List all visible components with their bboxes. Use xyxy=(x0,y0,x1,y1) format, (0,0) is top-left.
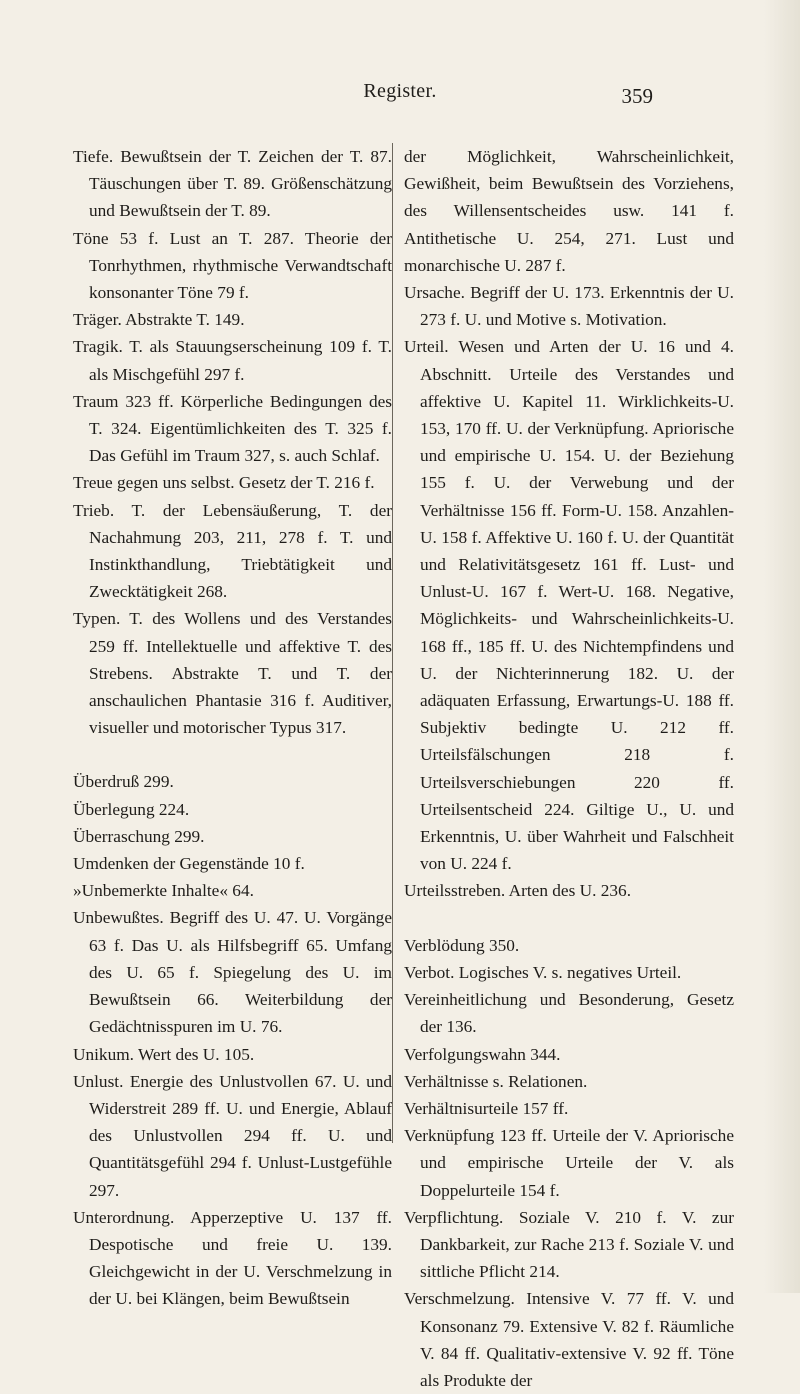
index-entry: Verschmelzung. Intensive V. 77 ff. V. und Konsonanz 79. Extensive V. 82 f. Räumliche V. 84 ff. Qualitativ-extensive V. 92 ff. Töne als Produkte der xyxy=(404,1289,734,1390)
index-entry: Verpflichtung. Soziale V. 210 f. V. zur Dankbarkeit, zur Rache 213 f. Soziale V. und sittliche Pflicht 214. xyxy=(404,1207,734,1282)
index-entry: Träger. Abstrakte T. 149. xyxy=(73,310,245,330)
index-entry: Verhältnisurteile 157 ff. xyxy=(404,1098,569,1118)
index-entry: Vereinheitlichung und Besonderung, Gesetz der 136. xyxy=(404,990,734,1037)
index-entry: Überlegung 224. xyxy=(73,799,190,819)
index-entry: Tragik. T. als Stauungserscheinung 109 f. T. als Mischgefühl 297 f. xyxy=(73,337,392,384)
running-title: Register. xyxy=(363,80,437,102)
index-entry: Unikum. Wert des U. 105. xyxy=(73,1044,255,1064)
index-entry: Umdenken der Gegenstände 10 f. xyxy=(73,854,305,874)
index-entry: Überraschung 299. xyxy=(73,826,205,846)
left-column xyxy=(73,143,392,1313)
index-entry: Typen. T. des Wollens und des Verstandes 259 ff. Intellektuelle und affektive T. des Strebens. Abstrakte T. und T. der anschaulichen Phantasie 316 f. Auditiver, visueller und motorischer Typus 317. xyxy=(73,609,392,738)
index-entry: Trieb. T. der Lebensäußerung, T. der Nachahmung 203, 211, 278 f. T. und Instinkthandlung, Triebtätigkeit und Zwecktätigkeit 268. xyxy=(73,500,392,602)
page-header xyxy=(0,80,800,116)
index-entry: Überdruß 299. xyxy=(73,772,174,792)
index-entry: Unlust. Energie des Unlustvollen 67. U. und Widerstreit 289 ff. U. und Energie, Ablauf des Unlustvollen 294 ff. U. und Quantitätsgefühl 294 f. Unlust-Lustgefühle 297. xyxy=(73,1071,392,1200)
page-edge-shadow xyxy=(764,0,800,1293)
index-entry: Verfolgungswahn 344. xyxy=(404,1044,561,1064)
section-gap xyxy=(73,741,392,768)
index-entry: Töne 53 f. Lust an T. 287. Theorie der Tonrhythmen, rhythmische Verwandtschaft konsonanter Töne 79 f. xyxy=(73,228,392,303)
index-entry-continued: der Möglichkeit, Wahrscheinlichkeit, Gewißheit, beim Bewußtsein des Vorziehens, des Willensentscheides usw. 141 f. Antithetische U. 254, 271. Lust und monarchische U. 287 f. xyxy=(404,147,734,275)
index-entry: Verblödung 350. xyxy=(404,935,520,955)
index-entry: Tiefe. Bewußtsein der T. Zeichen der T. 87. Täuschungen über T. 89. Größenschätzung und Bewußtsein der T. 89. xyxy=(73,147,392,221)
index-entry: Unbewußtes. Begriff des U. 47. U. Vorgänge 63 f. Das U. als Hilfsbegriff 65. Umfang des U. 65 f. Spiegelung des U. im Bewußtsein 66. Weiterbildung der Gedächtnisspuren im U. 76. xyxy=(73,908,392,1037)
index-entry: Verhältnisse s. Relationen. xyxy=(404,1071,588,1091)
column-divider xyxy=(392,143,393,1143)
index-entry: Verbot. Logisches V. s. negatives Urteil. xyxy=(404,962,682,982)
right-column xyxy=(404,143,734,1394)
index-entry: Urteilsstreben. Arten des U. 236. xyxy=(404,881,632,901)
index-entry: Urteil. Wesen und Arten der U. 16 und 4. Abschnitt. Urteile des Verstandes und affektive U. Kapitel 11. Wirklichkeits-U. 153, 170 ff. U. der Verknüpfung. Apriorische und empirische U. 154. U. der Beziehung 155 f. U. der Verwebung und der Verhältnisse 156 ff. Form-U. 158. Anzahlen-U. 158 f. Affektive U. 160 f. U. der Quantität und Relativitätsgesetz 161 ff. Lust- und Unlust-U. 167 f. Wert-U. 168. Negative, Möglichkeits- und Wahrscheinlichkeits-U. 168 ff., 185 ff. U. des Nichtempfindens und U. der Nichterinnerung 182. U. der adäquaten Erfassung, Erwartungs-U. 188 ff. Subjektiv bedingte U. 212 ff. Urteilsfälschungen 218 f. Urteilsverschiebungen 220 ff. Urteilsentscheid 224. Giltige U., U. und Erkenntnis, U. über Wahrheit und Falschheit von U. 224 f. xyxy=(404,337,734,874)
index-entry: Traum 323 ff. Körperliche Bedingungen des T. 324. Eigentümlichkeiten des T. 325 f. Das Gefühl im Traum 327, s. auch Schlaf. xyxy=(73,391,392,466)
index-entry: Treue gegen uns selbst. Gesetz der T. 216 f. xyxy=(73,473,375,493)
page-number: 359 xyxy=(621,84,653,108)
section-gap xyxy=(404,905,734,932)
index-entry: Verknüpfung 123 ff. Urteile der V. Apriorische und empirische Urteile der V. als Doppelurteile 154 f. xyxy=(404,1126,734,1200)
index-entry: »Unbemerkte Inhalte« 64. xyxy=(73,881,254,901)
index-entry: Ursache. Begriff der U. 173. Erkenntnis der U. 273 f. U. und Motive s. Motivation. xyxy=(404,283,734,330)
index-entry: Unterordnung. Apperzeptive U. 137 ff. Despotische und freie U. 139. Gleichgewicht in der U. Verschmelzung in der U. bei Klängen, beim Bewußtsein xyxy=(73,1207,392,1309)
